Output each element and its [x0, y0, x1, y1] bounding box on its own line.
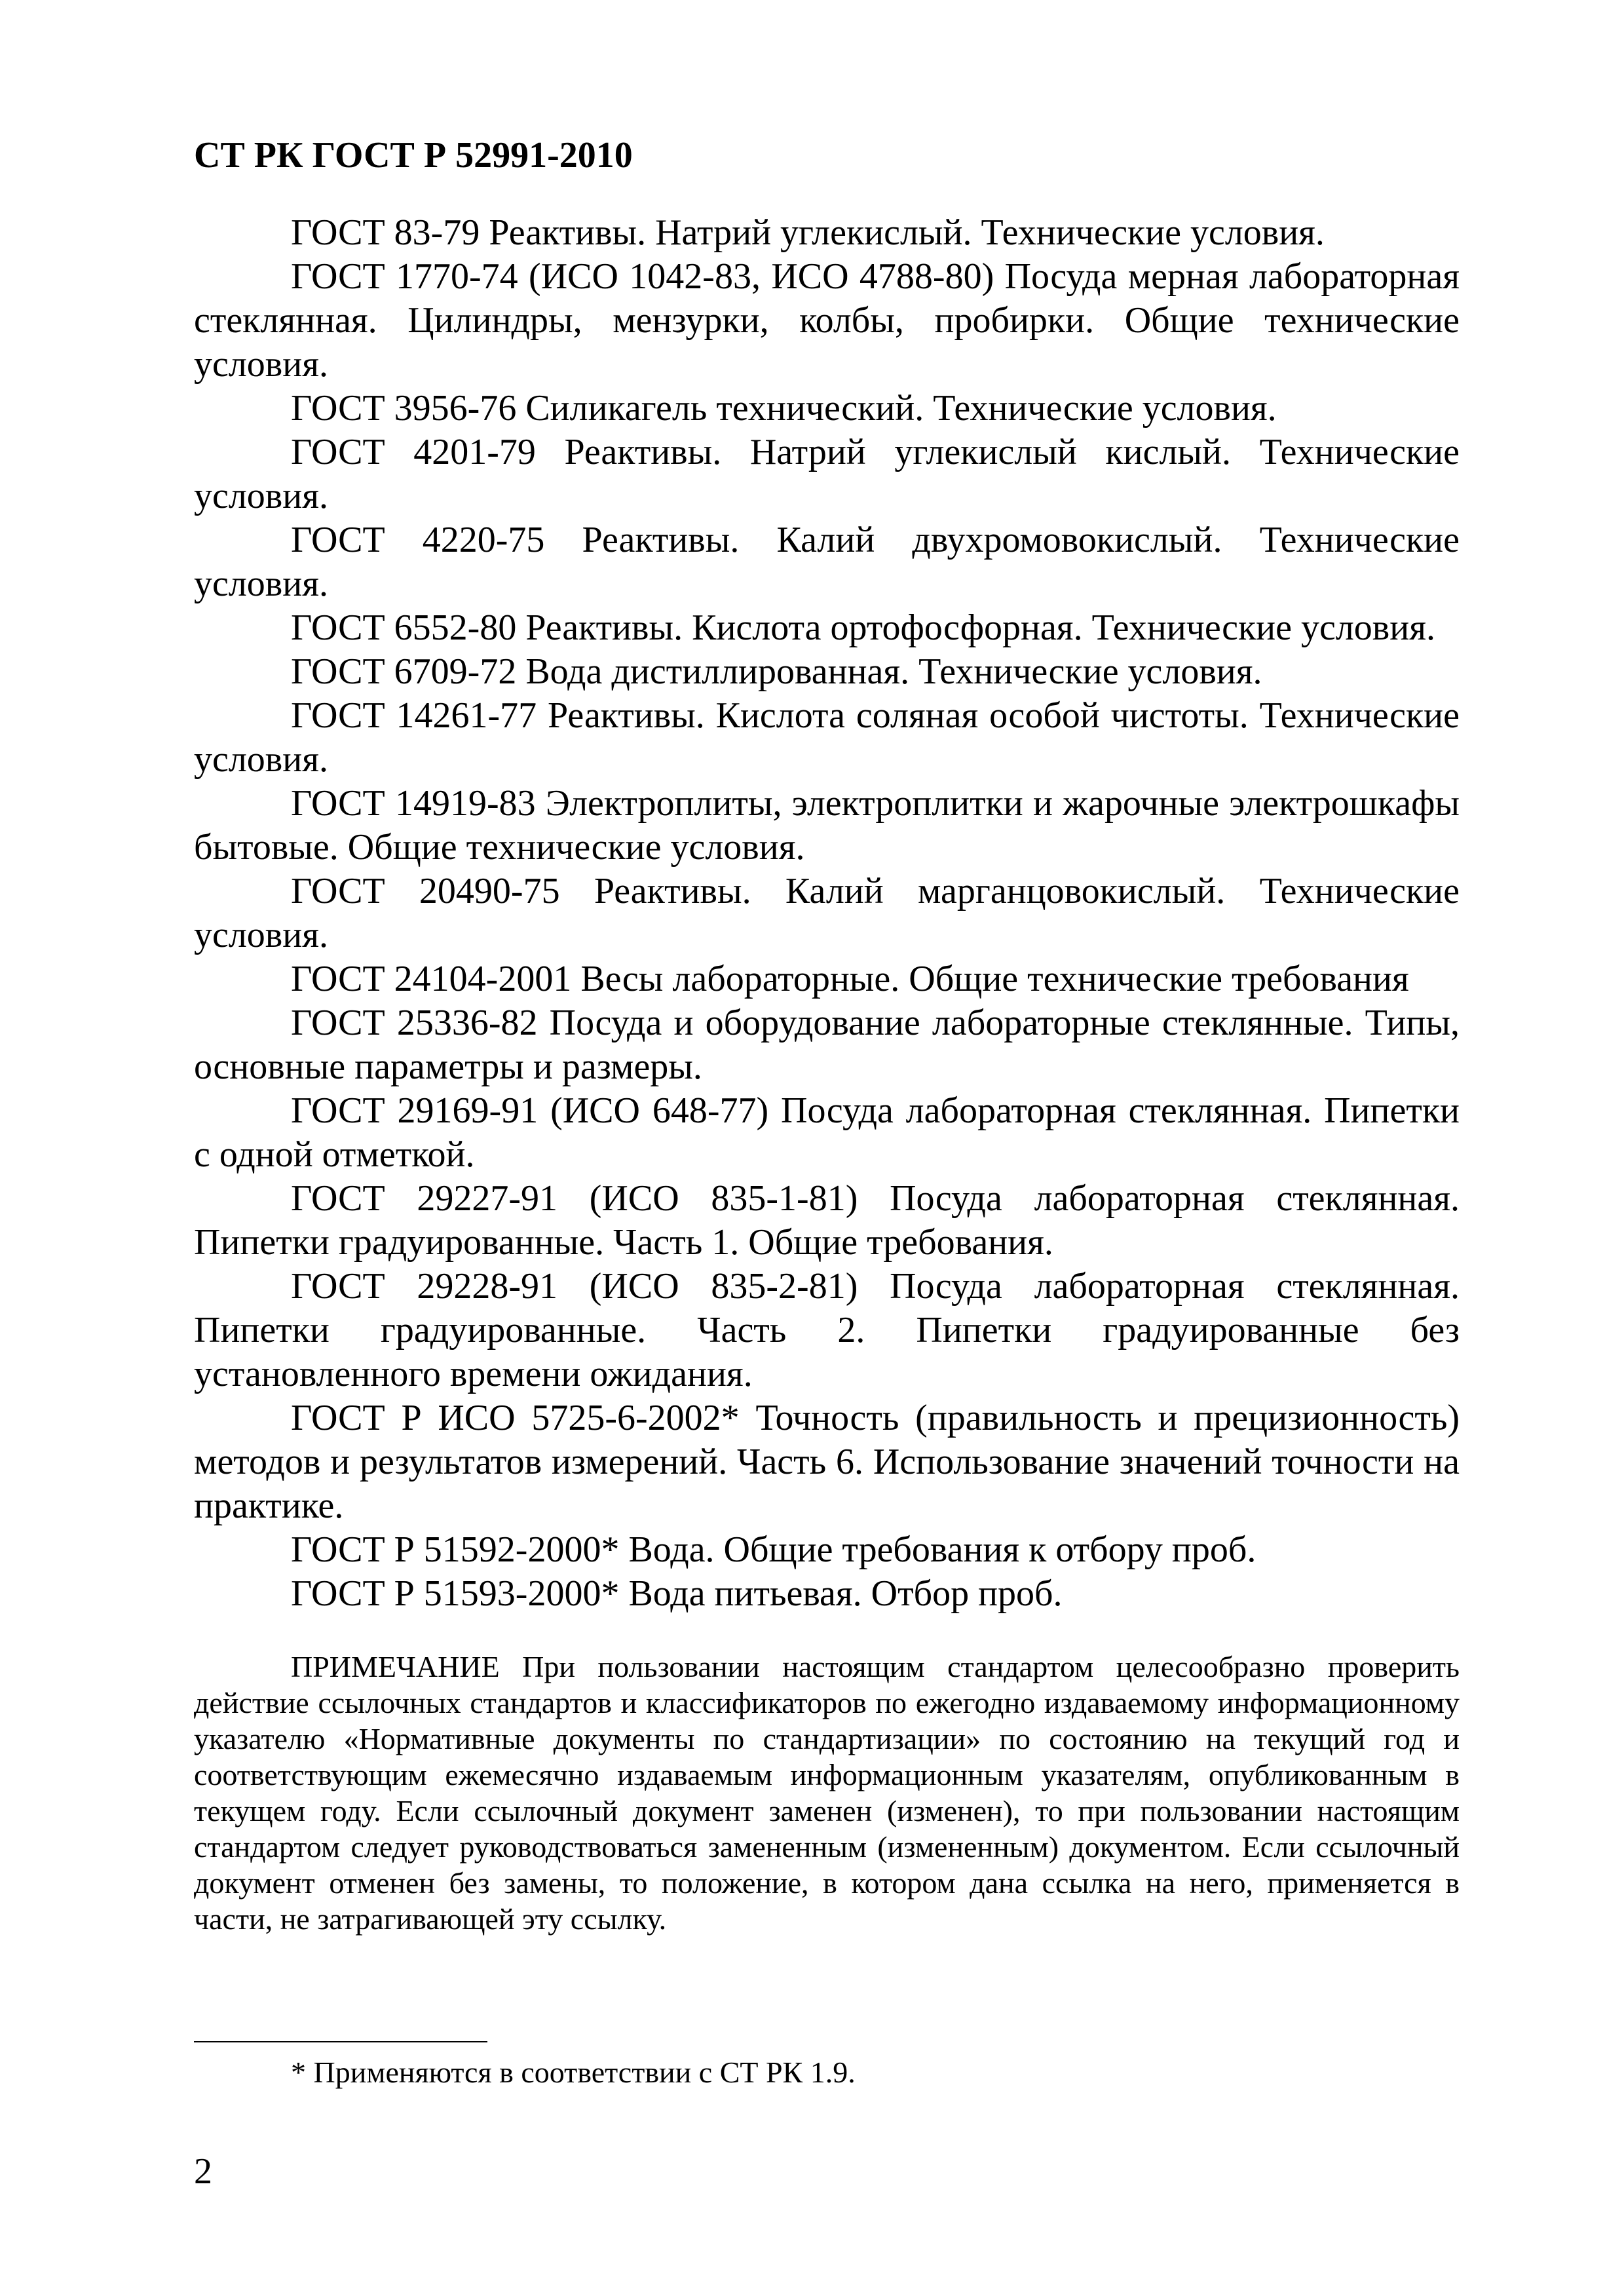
reference-item: ГОСТ 29227-91 (ИСО 835-1-81) Посуда лабораторная стеклянная. Пипетки градуированные. Часть 1. Общие требования. — [194, 1178, 1460, 1263]
reference-item: ГОСТ Р ИСО 5725-6-2002* Точность (правильность и прецизионность) методов и результатов измерений. Часть 6. Использование значений точности на практике. — [194, 1398, 1460, 1526]
reference-item: ГОСТ 4220-75 Реактивы. Калий двухромовокислый. Технические условия. — [194, 520, 1460, 604]
note-text: ПРИМЕЧАНИЕ При пользовании настоящим стандартом целесообразно проверить действие ссылочных стандартов и классификаторов по ежегодно издаваемому информационному указателю «Нормативные документы по стандартизации» по состоянию на текущий год и соответствующим ежемесячно издаваемым информационным указателям, опубликованным в текущем году. Если ссылочный документ заменен (изменен), то при пользовании настоящим стандартом следует руководствоваться замененным (измененным) документом. Если ссылочный документ отменен без замены, то положение, в котором дана ссылка на него, применяется в части, не затрагивающей эту ссылку. — [194, 1650, 1460, 1936]
reference-item: ГОСТ 6709-72 Вода дистиллированная. Технические условия. — [291, 651, 1262, 692]
footnote-divider — [194, 2041, 487, 2042]
reference-item: ГОСТ 4201-79 Реактивы. Натрий углекислый кислый. Технические условия. — [194, 432, 1460, 516]
reference-item: ГОСТ Р 51593-2000* Вода питьевая. Отбор проб. — [291, 1573, 1063, 1614]
page-number: 2 — [194, 2151, 212, 2192]
reference-item: ГОСТ 1770-74 (ИСО 1042-83, ИСО 4788-80) Посуда мерная лабораторная стеклянная. Цилиндры, мензурки, колбы, пробирки. Общие технические условия. — [194, 256, 1460, 385]
document-header: СТ РК ГОСТ Р 52991-2010 — [194, 135, 633, 176]
reference-item: ГОСТ 29169-91 (ИСО 648-77) Посуда лабораторная стеклянная. Пипетки с одной отметкой. — [194, 1090, 1460, 1175]
reference-item: ГОСТ 83-79 Реактивы. Натрий углекислый. Технические условия. — [291, 212, 1325, 253]
note-block — [194, 1649, 1460, 1937]
reference-item: ГОСТ Р 51592-2000* Вода. Общие требования к отбору проб. — [291, 1529, 1256, 1570]
footnote-text: * Применяются в соответствии с СТ РК 1.9. — [291, 2056, 856, 2089]
reference-item: ГОСТ 14919-83 Электроплиты, электроплитки и жарочные электрошкафы бытовые. Общие технические условия. — [194, 783, 1460, 868]
reference-item: ГОСТ 24104-2001 Весы лабораторные. Общие технические требования — [291, 959, 1409, 999]
references-list — [194, 211, 1460, 1616]
reference-item: ГОСТ 3956-76 Силикагель технический. Технические условия. — [291, 388, 1277, 429]
reference-item: ГОСТ 20490-75 Реактивы. Калий марганцовокислый. Технические условия. — [194, 871, 1460, 955]
reference-item: ГОСТ 25336-82 Посуда и оборудование лабораторные стеклянные. Типы, основные параметры и размеры. — [194, 1003, 1460, 1087]
reference-item: ГОСТ 14261-77 Реактивы. Кислота соляная особой чистоты. Технические условия. — [194, 695, 1460, 780]
reference-item: ГОСТ 29228-91 (ИСО 835-2-81) Посуда лабораторная стеклянная. Пипетки градуированные. Часть 2. Пипетки градуированные без установленного времени ожидания. — [194, 1266, 1460, 1394]
reference-item: ГОСТ 6552-80 Реактивы. Кислота ортофосфорная. Технические условия. — [291, 607, 1435, 648]
